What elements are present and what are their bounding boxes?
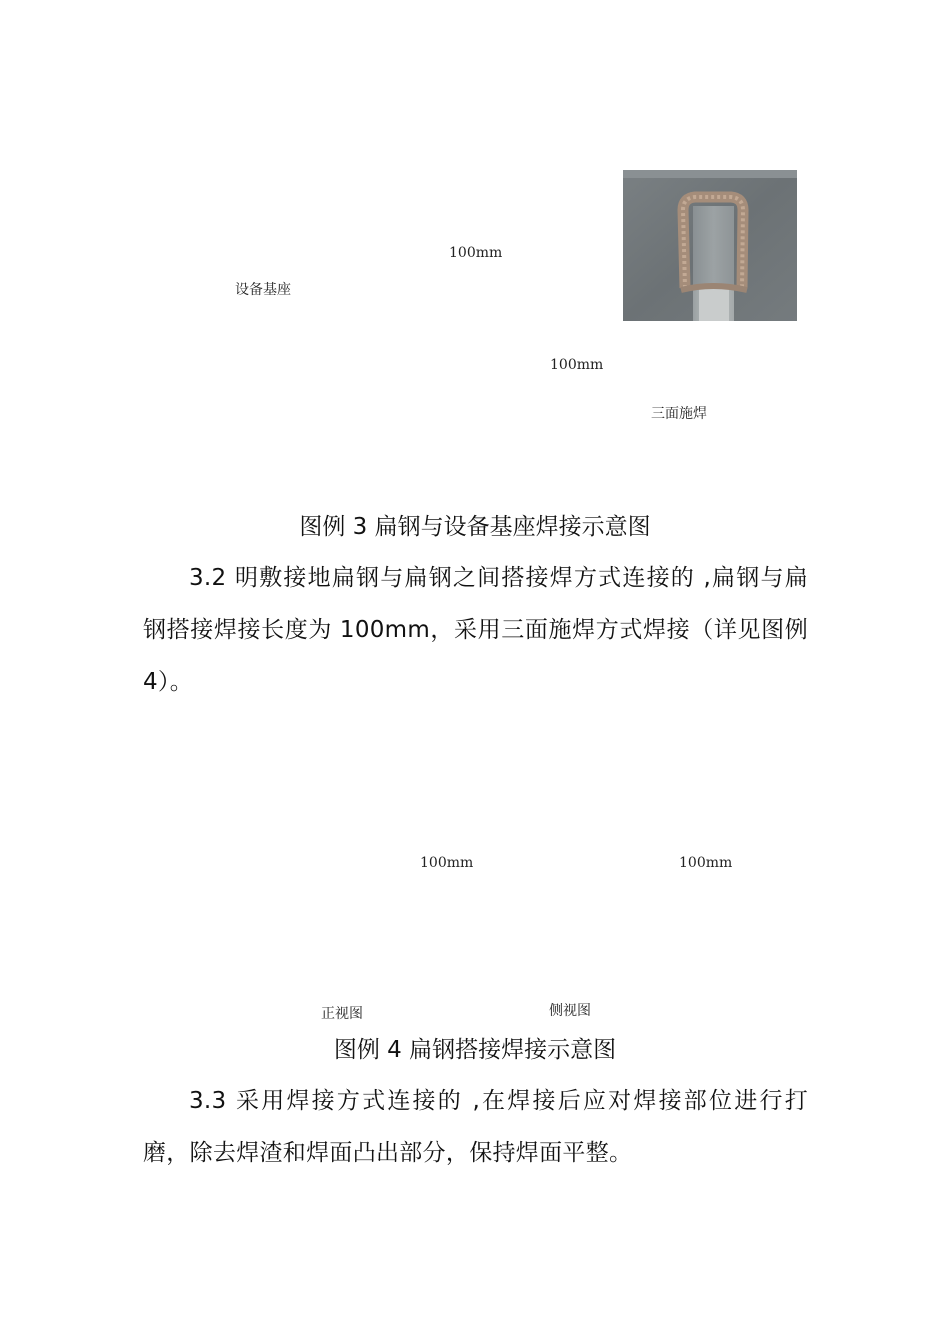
fig4-dimension-left-label: 100mm — [420, 855, 474, 871]
section-3-2-paragraph: 3.2 明敷接地扁钢与扁钢之间搭接焊方式连接的 ,扁钢与扁钢搭接焊接长度为 100mm，采用三面施焊方式焊接（详见图例 4）。 — [143, 565, 808, 695]
fig3-dimension-top-label: 100mm — [449, 245, 503, 261]
figure-4-caption: 图例 4 扁钢搭接焊接示意图 — [333, 1037, 617, 1063]
fig3-dimension-bottom-label: 100mm — [550, 357, 604, 373]
fig4-dimension-right-label: 100mm — [679, 855, 733, 871]
fig4-front-view-label: 正视图 — [321, 1006, 363, 1022]
fig3-three-side-weld-label: 三面施焊 — [651, 406, 707, 422]
fig4-side-view-label: 侧视图 — [549, 1003, 591, 1019]
weld-photo-image — [623, 170, 797, 321]
figure-3-caption: 图例 3 扁钢与设备基座焊接示意图 — [299, 514, 651, 540]
fig3-equipment-base-label: 设备基座 — [235, 282, 291, 298]
section-3-3-paragraph: 3.3 采用焊接方式连接的 ,在焊接后应对焊接部位进行打磨，除去焊渣和焊面凸出部分，保持焊面平整。 — [143, 1088, 808, 1166]
